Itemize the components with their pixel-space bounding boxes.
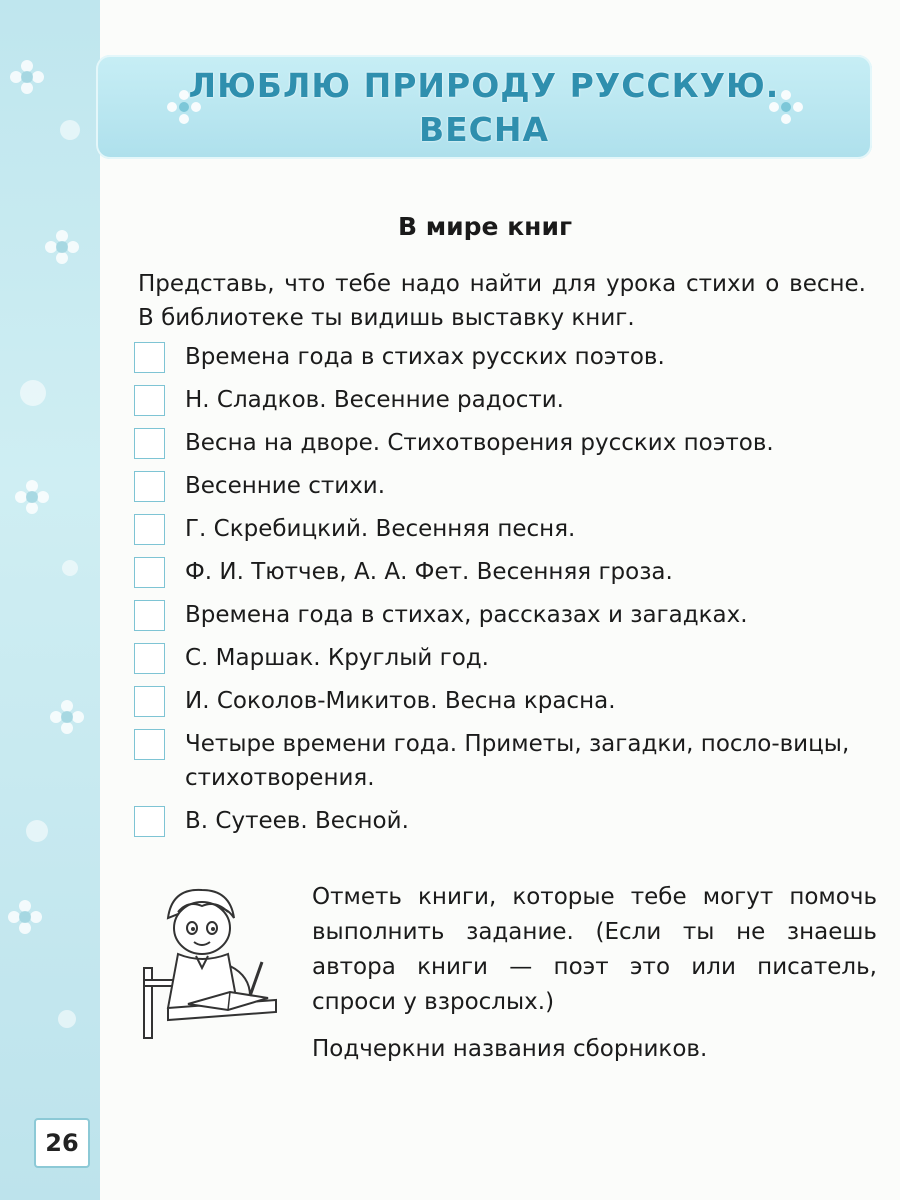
book-checkbox[interactable] — [134, 643, 165, 674]
book-item — [134, 469, 874, 503]
flower-ornament-icon — [15, 480, 49, 514]
book-item — [134, 555, 874, 589]
decorative-side-strip — [0, 0, 100, 1200]
task-mark-books: Отметь книги, которые тебе могут помочь выполнить задание. (Если ты не знаешь автора книги — поэт это или писатель, спроси у взрослых.) — [312, 884, 877, 1015]
page-title — [96, 64, 872, 152]
flower-ornament-icon — [10, 60, 44, 94]
book-item — [134, 512, 874, 546]
book-item — [134, 684, 874, 718]
title-line-2: ВЕСНА — [418, 110, 550, 149]
book-item — [134, 383, 874, 417]
book-label: Г. Скребицкий. Весенняя песня. — [185, 516, 576, 542]
book-checkbox[interactable] — [134, 428, 165, 459]
book-checkbox[interactable] — [134, 385, 165, 416]
book-checkbox[interactable] — [134, 806, 165, 837]
title-line-1: ЛЮБЛЮ ПРИРОДУ РУССКУЮ. — [188, 66, 780, 105]
section-title: В мире книг — [397, 212, 573, 241]
book-checkbox[interactable] — [134, 514, 165, 545]
book-label: И. Соколов-Микитов. Весна красна. — [185, 688, 616, 714]
task-instructions — [312, 880, 877, 1067]
flower-ornament-icon — [8, 900, 42, 934]
book-label: В. Сутеев. Весной. — [185, 808, 409, 834]
book-item — [134, 340, 874, 374]
book-label: Ф. И. Тютчев, А. А. Фет. Весенняя гроза. — [185, 559, 673, 585]
book-label: Четыре времени года. Приметы, загадки, посло-вицы, стихотворения. — [185, 731, 850, 791]
intro-text: Представь, что тебе надо найти для урока стихи о весне. В библиотеке ты видишь выставку книг. — [138, 271, 866, 331]
book-checkbox[interactable] — [134, 600, 165, 631]
flower-ornament-icon — [50, 700, 84, 734]
book-item — [134, 426, 874, 460]
book-list — [134, 340, 874, 847]
book-item — [134, 727, 874, 795]
task-underline-collections: Подчеркни названия сборников. — [312, 1036, 708, 1062]
book-label: Времена года в стихах русских поэтов. — [185, 344, 665, 370]
book-checkbox[interactable] — [134, 729, 165, 760]
page-number: 26 — [34, 1118, 90, 1168]
boy-writing-illustration — [138, 880, 280, 1045]
book-label: С. Маршак. Круглый год. — [185, 645, 489, 671]
book-item — [134, 641, 874, 675]
book-item — [134, 598, 874, 632]
book-label: Н. Сладков. Весенние радости. — [185, 387, 564, 413]
book-item — [134, 804, 874, 838]
book-label: Времена года в стихах, рассказах и загадках. — [185, 602, 748, 628]
book-checkbox[interactable] — [134, 686, 165, 717]
book-label: Весенние стихи. — [185, 473, 386, 499]
book-checkbox[interactable] — [134, 342, 165, 373]
book-checkbox[interactable] — [134, 557, 165, 588]
book-checkbox[interactable] — [134, 471, 165, 502]
book-label: Весна на дворе. Стихотворения русских поэтов. — [185, 430, 774, 456]
